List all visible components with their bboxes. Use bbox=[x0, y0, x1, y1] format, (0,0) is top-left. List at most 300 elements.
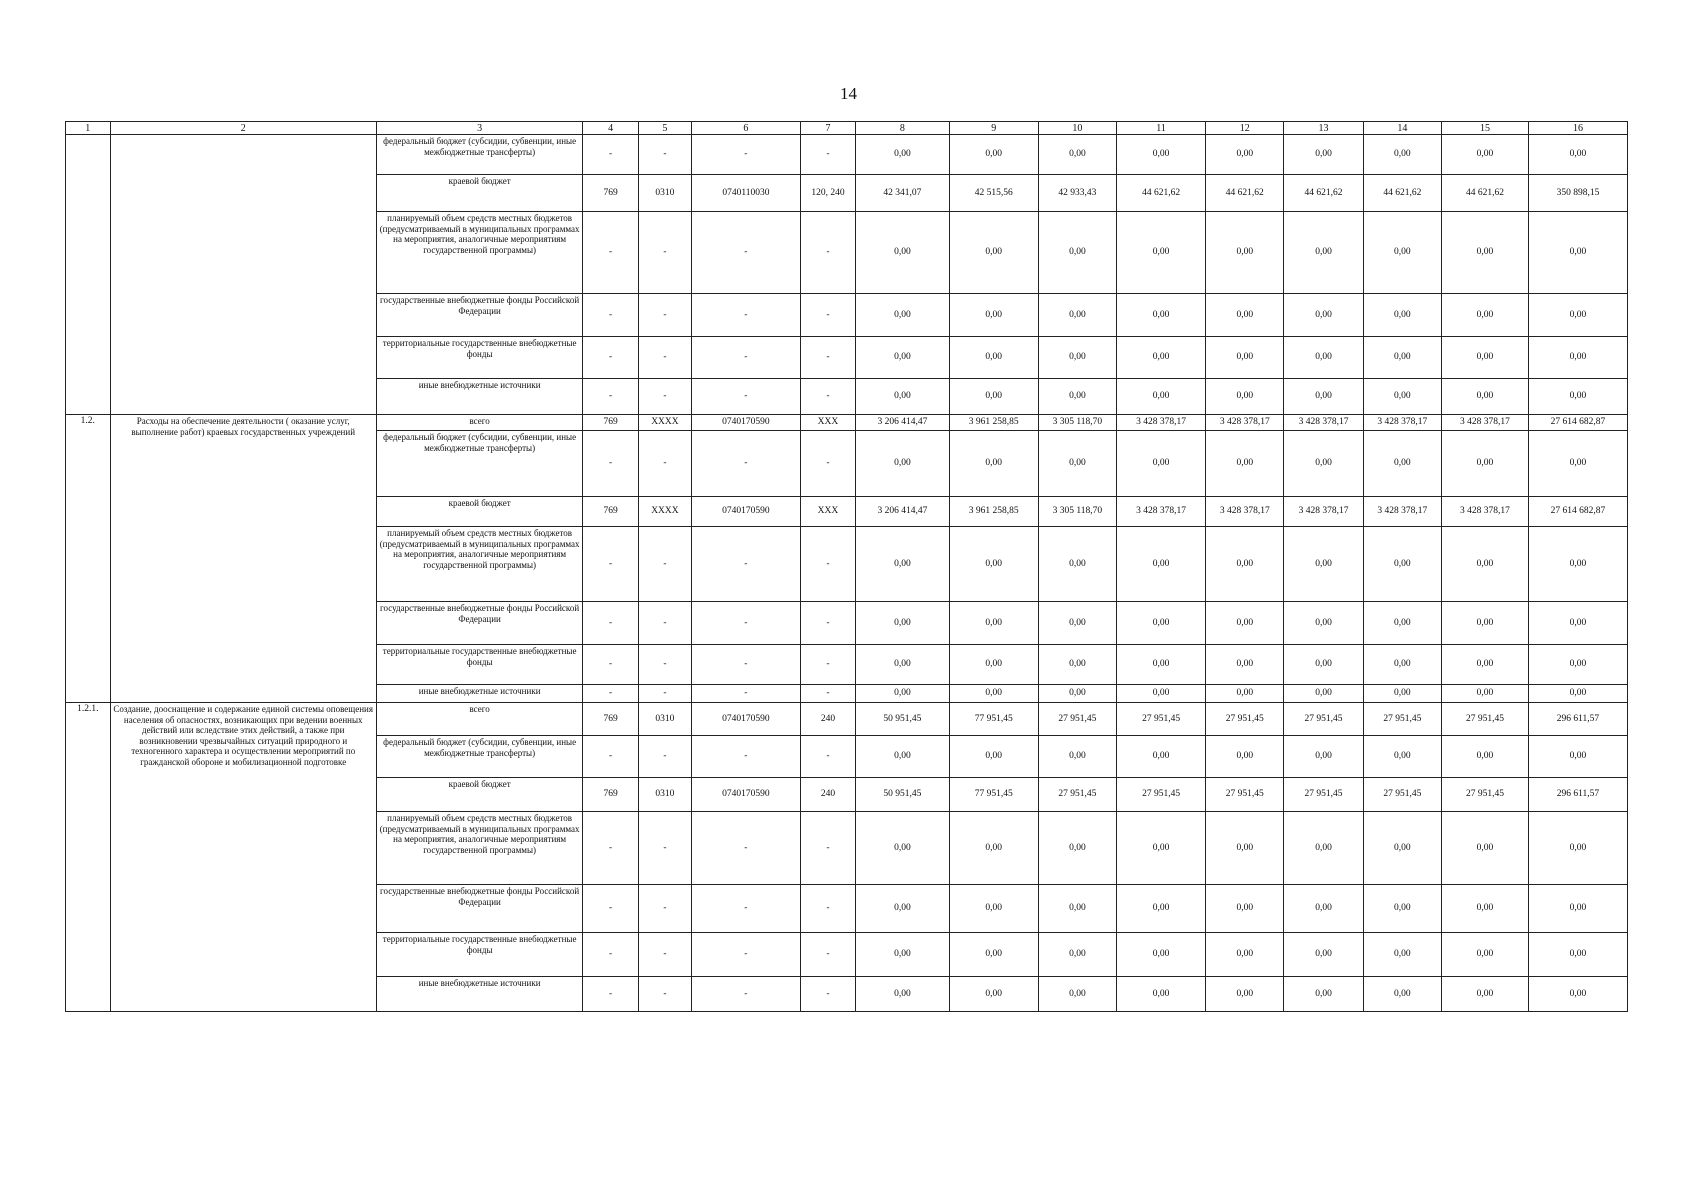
amount-cell: 27 951,45 bbox=[1038, 778, 1116, 812]
amount-cell: 27 951,45 bbox=[1363, 703, 1441, 736]
funding-source: территориальные государственные внебюджетные фонды bbox=[376, 337, 583, 379]
amount-cell: 0,00 bbox=[1117, 379, 1206, 415]
expense-type-code: - bbox=[800, 379, 855, 415]
amount-cell: 27 951,45 bbox=[1284, 703, 1363, 736]
amount-cell: 0,00 bbox=[1117, 736, 1206, 778]
target-article-code: - bbox=[692, 685, 801, 703]
amount-cell: 3 206 414,47 bbox=[856, 415, 949, 431]
target-article-code: - bbox=[692, 337, 801, 379]
amount-cell: 3 428 378,17 bbox=[1117, 497, 1206, 527]
amount-cell: 0,00 bbox=[949, 212, 1038, 294]
amount-cell: 3 428 378,17 bbox=[1284, 497, 1363, 527]
funding-source: краевой бюджет bbox=[376, 778, 583, 812]
amount-cell: 27 951,45 bbox=[1117, 778, 1206, 812]
section-code: - bbox=[638, 736, 691, 778]
amount-cell: 0,00 bbox=[1038, 736, 1116, 778]
admin-code: - bbox=[583, 602, 638, 645]
amount-cell: 0,00 bbox=[1528, 736, 1627, 778]
admin-code: 769 bbox=[583, 175, 638, 212]
expense-type-code: - bbox=[800, 602, 855, 645]
amount-cell: 0,00 bbox=[1206, 812, 1284, 885]
amount-cell: 0,00 bbox=[856, 212, 949, 294]
amount-cell: 0,00 bbox=[856, 135, 949, 175]
amount-cell: 0,00 bbox=[1363, 933, 1441, 977]
expense-type-code: - bbox=[800, 977, 855, 1012]
admin-code: - bbox=[583, 685, 638, 703]
amount-cell: 0,00 bbox=[1284, 645, 1363, 685]
amount-cell: 0,00 bbox=[856, 379, 949, 415]
funding-source: всего bbox=[376, 415, 583, 431]
admin-code: 769 bbox=[583, 497, 638, 527]
funding-source: иные внебюджетные источники bbox=[376, 379, 583, 415]
amount-cell: 0,00 bbox=[1363, 645, 1441, 685]
amount-cell: 42 341,07 bbox=[856, 175, 949, 212]
amount-cell: 296 611,57 bbox=[1528, 778, 1627, 812]
section-number: 1.2. bbox=[66, 415, 111, 703]
funding-source: всего bbox=[376, 703, 583, 736]
amount-cell: 0,00 bbox=[1441, 212, 1528, 294]
column-number: 6 bbox=[692, 122, 801, 135]
target-article-code: - bbox=[692, 812, 801, 885]
amount-cell: 0,00 bbox=[856, 645, 949, 685]
amount-cell: 3 961 258,85 bbox=[949, 415, 1038, 431]
amount-cell: 44 621,62 bbox=[1284, 175, 1363, 212]
section-code: - bbox=[638, 602, 691, 645]
amount-cell: 296 611,57 bbox=[1528, 703, 1627, 736]
budget-table bbox=[65, 121, 1628, 1012]
section-code: - bbox=[638, 212, 691, 294]
amount-cell: 0,00 bbox=[1206, 337, 1284, 379]
amount-cell: 0,00 bbox=[1117, 933, 1206, 977]
section-code: XXXX bbox=[638, 497, 691, 527]
table-row bbox=[66, 703, 1628, 736]
section-name: Создание, дооснащение и содержание единой системы оповещения населения об опасностях, возникающих при ведении военных действий или вследствие этих действий, а также при возникновении чрезвычайных ситуаций природного и техногенного характера и осуществлении мероприятий по гражданской обороне и мобилизационной подготовке bbox=[110, 703, 376, 1012]
expense-type-code: - bbox=[800, 812, 855, 885]
section-code: - bbox=[638, 977, 691, 1012]
admin-code: - bbox=[583, 379, 638, 415]
amount-cell: 3 428 378,17 bbox=[1441, 415, 1528, 431]
amount-cell: 27 951,45 bbox=[1363, 778, 1441, 812]
amount-cell: 0,00 bbox=[1117, 645, 1206, 685]
section-code: - bbox=[638, 645, 691, 685]
admin-code: - bbox=[583, 645, 638, 685]
page-number: 14 bbox=[840, 84, 857, 103]
amount-cell: 0,00 bbox=[1528, 212, 1627, 294]
target-article-code: 0740170590 bbox=[692, 778, 801, 812]
expense-type-code: - bbox=[800, 212, 855, 294]
amount-cell: 0,00 bbox=[949, 685, 1038, 703]
column-number: 9 bbox=[949, 122, 1038, 135]
funding-source: территориальные государственные внебюджетные фонды bbox=[376, 645, 583, 685]
amount-cell: 3 428 378,17 bbox=[1441, 497, 1528, 527]
amount-cell: 0,00 bbox=[1528, 685, 1627, 703]
amount-cell: 0,00 bbox=[1038, 527, 1116, 602]
section-code: - bbox=[638, 337, 691, 379]
target-article-code: - bbox=[692, 645, 801, 685]
amount-cell: 0,00 bbox=[1206, 933, 1284, 977]
amount-cell: 0,00 bbox=[1117, 337, 1206, 379]
admin-code: - bbox=[583, 135, 638, 175]
amount-cell: 0,00 bbox=[856, 337, 949, 379]
amount-cell: 44 621,62 bbox=[1206, 175, 1284, 212]
column-number: 3 bbox=[376, 122, 583, 135]
admin-code: 769 bbox=[583, 778, 638, 812]
admin-code: 769 bbox=[583, 703, 638, 736]
amount-cell: 0,00 bbox=[1441, 294, 1528, 337]
section-name bbox=[110, 135, 376, 415]
column-number: 16 bbox=[1528, 122, 1627, 135]
amount-cell: 350 898,15 bbox=[1528, 175, 1627, 212]
target-article-code: - bbox=[692, 379, 801, 415]
amount-cell: 27 951,45 bbox=[1206, 778, 1284, 812]
funding-source: территориальные государственные внебюджетные фонды bbox=[376, 933, 583, 977]
amount-cell: 0,00 bbox=[1528, 431, 1627, 497]
target-article-code: 0740170590 bbox=[692, 415, 801, 431]
amount-cell: 50 951,45 bbox=[856, 778, 949, 812]
amount-cell: 3 961 258,85 bbox=[949, 497, 1038, 527]
column-number: 8 bbox=[856, 122, 949, 135]
expense-type-code: 240 bbox=[800, 703, 855, 736]
amount-cell: 3 428 378,17 bbox=[1117, 415, 1206, 431]
amount-cell: 0,00 bbox=[1528, 379, 1627, 415]
amount-cell: 0,00 bbox=[1284, 685, 1363, 703]
amount-cell: 0,00 bbox=[1284, 294, 1363, 337]
amount-cell: 0,00 bbox=[1441, 736, 1528, 778]
amount-cell: 0,00 bbox=[1206, 885, 1284, 933]
funding-source: федеральный бюджет (субсидии, субвенции, иные межбюджетные трансферты) bbox=[376, 736, 583, 778]
section-code: XXXX bbox=[638, 415, 691, 431]
column-number: 7 bbox=[800, 122, 855, 135]
expense-type-code: 120, 240 bbox=[800, 175, 855, 212]
column-number: 10 bbox=[1038, 122, 1116, 135]
amount-cell: 77 951,45 bbox=[949, 778, 1038, 812]
amount-cell: 0,00 bbox=[949, 379, 1038, 415]
amount-cell: 0,00 bbox=[1441, 602, 1528, 645]
amount-cell: 0,00 bbox=[949, 135, 1038, 175]
column-number: 5 bbox=[638, 122, 691, 135]
amount-cell: 0,00 bbox=[1528, 337, 1627, 379]
section-code: - bbox=[638, 685, 691, 703]
target-article-code: - bbox=[692, 294, 801, 337]
section-code: - bbox=[638, 135, 691, 175]
amount-cell: 0,00 bbox=[1284, 337, 1363, 379]
amount-cell: 0,00 bbox=[1117, 431, 1206, 497]
amount-cell: 0,00 bbox=[1441, 933, 1528, 977]
amount-cell: 27 951,45 bbox=[1206, 703, 1284, 736]
amount-cell: 0,00 bbox=[1117, 294, 1206, 337]
target-article-code: - bbox=[692, 135, 801, 175]
amount-cell: 0,00 bbox=[1206, 685, 1284, 703]
amount-cell: 77 951,45 bbox=[949, 703, 1038, 736]
amount-cell: 0,00 bbox=[1441, 685, 1528, 703]
amount-cell: 0,00 bbox=[1528, 933, 1627, 977]
amount-cell: 0,00 bbox=[1528, 812, 1627, 885]
amount-cell: 0,00 bbox=[856, 885, 949, 933]
funding-source: планируемый объем средств местных бюджетов (предусматриваемый в муниципальных программах на мероприятия, аналогичные мероприятиям государственной программы) bbox=[376, 527, 583, 602]
amount-cell: 27 951,45 bbox=[1441, 703, 1528, 736]
target-article-code: - bbox=[692, 977, 801, 1012]
amount-cell: 0,00 bbox=[1117, 602, 1206, 645]
amount-cell: 0,00 bbox=[1038, 379, 1116, 415]
amount-cell: 0,00 bbox=[1284, 527, 1363, 602]
amount-cell: 0,00 bbox=[1284, 736, 1363, 778]
amount-cell: 0,00 bbox=[1206, 212, 1284, 294]
amount-cell: 0,00 bbox=[1441, 379, 1528, 415]
amount-cell: 0,00 bbox=[1363, 135, 1441, 175]
admin-code: - bbox=[583, 977, 638, 1012]
amount-cell: 42 933,43 bbox=[1038, 175, 1116, 212]
amount-cell: 0,00 bbox=[1363, 685, 1441, 703]
amount-cell: 44 621,62 bbox=[1363, 175, 1441, 212]
admin-code: - bbox=[583, 933, 638, 977]
column-number: 11 bbox=[1117, 122, 1206, 135]
amount-cell: 0,00 bbox=[1441, 135, 1528, 175]
amount-cell: 27 614 682,87 bbox=[1528, 497, 1627, 527]
target-article-code: - bbox=[692, 431, 801, 497]
table-body bbox=[66, 122, 1628, 1012]
section-number bbox=[66, 135, 111, 415]
amount-cell: 0,00 bbox=[1038, 885, 1116, 933]
amount-cell: 27 951,45 bbox=[1117, 703, 1206, 736]
amount-cell: 0,00 bbox=[1117, 135, 1206, 175]
amount-cell: 0,00 bbox=[1528, 885, 1627, 933]
amount-cell: 0,00 bbox=[1117, 812, 1206, 885]
amount-cell: 0,00 bbox=[1038, 431, 1116, 497]
amount-cell: 0,00 bbox=[856, 933, 949, 977]
amount-cell: 0,00 bbox=[1441, 431, 1528, 497]
funding-source: государственные внебюджетные фонды Российской Федерации bbox=[376, 885, 583, 933]
amount-cell: 0,00 bbox=[1528, 977, 1627, 1012]
admin-code: - bbox=[583, 812, 638, 885]
amount-cell: 0,00 bbox=[856, 812, 949, 885]
admin-code: - bbox=[583, 527, 638, 602]
amount-cell: 0,00 bbox=[1441, 645, 1528, 685]
target-article-code: 0740170590 bbox=[692, 497, 801, 527]
admin-code: - bbox=[583, 337, 638, 379]
amount-cell: 0,00 bbox=[1284, 812, 1363, 885]
section-code: - bbox=[638, 379, 691, 415]
amount-cell: 3 305 118,70 bbox=[1038, 497, 1116, 527]
amount-cell: 0,00 bbox=[1441, 977, 1528, 1012]
amount-cell: 0,00 bbox=[1284, 431, 1363, 497]
amount-cell: 3 428 378,17 bbox=[1206, 497, 1284, 527]
amount-cell: 0,00 bbox=[1206, 294, 1284, 337]
column-number: 14 bbox=[1363, 122, 1441, 135]
amount-cell: 0,00 bbox=[1206, 135, 1284, 175]
amount-cell: 0,00 bbox=[1038, 337, 1116, 379]
amount-cell: 0,00 bbox=[1528, 602, 1627, 645]
target-article-code: - bbox=[692, 527, 801, 602]
amount-cell: 27 951,45 bbox=[1038, 703, 1116, 736]
amount-cell: 0,00 bbox=[1206, 527, 1284, 602]
amount-cell: 0,00 bbox=[1038, 645, 1116, 685]
column-number: 15 bbox=[1441, 122, 1528, 135]
amount-cell: 3 428 378,17 bbox=[1363, 497, 1441, 527]
target-article-code: - bbox=[692, 885, 801, 933]
amount-cell: 0,00 bbox=[1363, 294, 1441, 337]
section-code: - bbox=[638, 527, 691, 602]
funding-source: государственные внебюджетные фонды Российской Федерации bbox=[376, 602, 583, 645]
expense-type-code: XXX bbox=[800, 497, 855, 527]
section-code: 0310 bbox=[638, 175, 691, 212]
admin-code: - bbox=[583, 885, 638, 933]
expense-type-code: - bbox=[800, 135, 855, 175]
amount-cell: 0,00 bbox=[1117, 685, 1206, 703]
amount-cell: 0,00 bbox=[1038, 933, 1116, 977]
funding-source: планируемый объем средств местных бюджетов (предусматриваемый в муниципальных программах на мероприятия, аналогичные мероприятиям государственной программы) bbox=[376, 212, 583, 294]
section-code: - bbox=[638, 812, 691, 885]
amount-cell: 0,00 bbox=[1528, 135, 1627, 175]
funding-source: иные внебюджетные источники bbox=[376, 685, 583, 703]
amount-cell: 44 621,62 bbox=[1117, 175, 1206, 212]
amount-cell: 0,00 bbox=[1284, 602, 1363, 645]
amount-cell: 0,00 bbox=[1363, 812, 1441, 885]
amount-cell: 27 614 682,87 bbox=[1528, 415, 1627, 431]
amount-cell: 0,00 bbox=[949, 885, 1038, 933]
target-article-code: - bbox=[692, 736, 801, 778]
amount-cell: 0,00 bbox=[1206, 645, 1284, 685]
amount-cell: 0,00 bbox=[1441, 812, 1528, 885]
amount-cell: 0,00 bbox=[1117, 885, 1206, 933]
amount-cell: 0,00 bbox=[1363, 885, 1441, 933]
column-number: 1 bbox=[66, 122, 111, 135]
amount-cell: 0,00 bbox=[856, 685, 949, 703]
amount-cell: 0,00 bbox=[949, 736, 1038, 778]
amount-cell: 0,00 bbox=[1206, 736, 1284, 778]
target-article-code: - bbox=[692, 933, 801, 977]
amount-cell: 0,00 bbox=[1363, 379, 1441, 415]
amount-cell: 3 428 378,17 bbox=[1284, 415, 1363, 431]
section-name: Расходы на обеспечение деятельности ( оказание услуг, выполнение работ) краевых государственных учреждений bbox=[110, 415, 376, 703]
amount-cell: 0,00 bbox=[1038, 602, 1116, 645]
amount-cell: 0,00 bbox=[949, 337, 1038, 379]
amount-cell: 0,00 bbox=[1528, 527, 1627, 602]
amount-cell: 0,00 bbox=[1038, 685, 1116, 703]
amount-cell: 44 621,62 bbox=[1441, 175, 1528, 212]
amount-cell: 0,00 bbox=[1117, 977, 1206, 1012]
expense-type-code: - bbox=[800, 527, 855, 602]
amount-cell: 0,00 bbox=[949, 527, 1038, 602]
amount-cell: 0,00 bbox=[856, 431, 949, 497]
amount-cell: 0,00 bbox=[1363, 212, 1441, 294]
amount-cell: 50 951,45 bbox=[856, 703, 949, 736]
amount-cell: 0,00 bbox=[949, 933, 1038, 977]
admin-code: - bbox=[583, 294, 638, 337]
target-article-code: 0740170590 bbox=[692, 703, 801, 736]
expense-type-code: - bbox=[800, 294, 855, 337]
amount-cell: 27 951,45 bbox=[1441, 778, 1528, 812]
amount-cell: 0,00 bbox=[1363, 337, 1441, 379]
amount-cell: 3 305 118,70 bbox=[1038, 415, 1116, 431]
amount-cell: 0,00 bbox=[1441, 885, 1528, 933]
amount-cell: 0,00 bbox=[1117, 212, 1206, 294]
amount-cell: 0,00 bbox=[856, 294, 949, 337]
amount-cell: 0,00 bbox=[1117, 527, 1206, 602]
amount-cell: 0,00 bbox=[949, 431, 1038, 497]
column-number: 13 bbox=[1284, 122, 1363, 135]
amount-cell: 3 428 378,17 bbox=[1363, 415, 1441, 431]
funding-source: краевой бюджет bbox=[376, 497, 583, 527]
amount-cell: 0,00 bbox=[1206, 602, 1284, 645]
table-row bbox=[66, 415, 1628, 431]
section-code: - bbox=[638, 933, 691, 977]
amount-cell: 0,00 bbox=[1363, 736, 1441, 778]
column-number: 12 bbox=[1206, 122, 1284, 135]
amount-cell: 0,00 bbox=[1284, 977, 1363, 1012]
target-article-code: - bbox=[692, 602, 801, 645]
amount-cell: 0,00 bbox=[1363, 527, 1441, 602]
amount-cell: 0,00 bbox=[1363, 977, 1441, 1012]
amount-cell: 0,00 bbox=[1284, 933, 1363, 977]
amount-cell: 0,00 bbox=[1038, 294, 1116, 337]
amount-cell: 0,00 bbox=[1038, 977, 1116, 1012]
target-article-code: 0740110030 bbox=[692, 175, 801, 212]
amount-cell: 0,00 bbox=[1284, 885, 1363, 933]
amount-cell: 42 515,56 bbox=[949, 175, 1038, 212]
amount-cell: 0,00 bbox=[1284, 379, 1363, 415]
amount-cell: 0,00 bbox=[1441, 337, 1528, 379]
expense-type-code: - bbox=[800, 337, 855, 379]
amount-cell: 0,00 bbox=[949, 977, 1038, 1012]
admin-code: - bbox=[583, 736, 638, 778]
funding-source: планируемый объем средств местных бюджетов (предусматриваемый в муниципальных программах на мероприятия, аналогичные мероприятиям государственной программы) bbox=[376, 812, 583, 885]
section-code: 0310 bbox=[638, 703, 691, 736]
amount-cell: 0,00 bbox=[1206, 431, 1284, 497]
amount-cell: 0,00 bbox=[1441, 527, 1528, 602]
expense-type-code: - bbox=[800, 885, 855, 933]
amount-cell: 0,00 bbox=[949, 812, 1038, 885]
amount-cell: 0,00 bbox=[1206, 379, 1284, 415]
column-number: 4 bbox=[583, 122, 638, 135]
section-code: 0310 bbox=[638, 778, 691, 812]
amount-cell: 0,00 bbox=[949, 645, 1038, 685]
column-number: 2 bbox=[110, 122, 376, 135]
amount-cell: 3 206 414,47 bbox=[856, 497, 949, 527]
admin-code: - bbox=[583, 431, 638, 497]
amount-cell: 0,00 bbox=[856, 736, 949, 778]
admin-code: 769 bbox=[583, 415, 638, 431]
funding-source: краевой бюджет bbox=[376, 175, 583, 212]
funding-source: федеральный бюджет (субсидии, субвенции, иные межбюджетные трансферты) bbox=[376, 431, 583, 497]
funding-source: иные внебюджетные источники bbox=[376, 977, 583, 1012]
amount-cell: 0,00 bbox=[1038, 135, 1116, 175]
amount-cell: 0,00 bbox=[1038, 812, 1116, 885]
amount-cell: 0,00 bbox=[1038, 212, 1116, 294]
amount-cell: 0,00 bbox=[949, 602, 1038, 645]
section-code: - bbox=[638, 294, 691, 337]
amount-cell: 0,00 bbox=[1528, 294, 1627, 337]
expense-type-code: - bbox=[800, 685, 855, 703]
expense-type-code: 240 bbox=[800, 778, 855, 812]
funding-source: федеральный бюджет (субсидии, субвенции, иные межбюджетные трансферты) bbox=[376, 135, 583, 175]
section-code: - bbox=[638, 885, 691, 933]
amount-cell: 0,00 bbox=[1206, 977, 1284, 1012]
funding-source: государственные внебюджетные фонды Российской Федерации bbox=[376, 294, 583, 337]
amount-cell: 27 951,45 bbox=[1284, 778, 1363, 812]
amount-cell: 0,00 bbox=[949, 294, 1038, 337]
expense-type-code: - bbox=[800, 645, 855, 685]
target-article-code: - bbox=[692, 212, 801, 294]
amount-cell: 0,00 bbox=[1284, 135, 1363, 175]
section-code: - bbox=[638, 431, 691, 497]
amount-cell: 0,00 bbox=[856, 977, 949, 1012]
table-row bbox=[66, 135, 1628, 175]
amount-cell: 0,00 bbox=[1363, 602, 1441, 645]
amount-cell: 0,00 bbox=[1284, 212, 1363, 294]
expense-type-code: - bbox=[800, 736, 855, 778]
amount-cell: 0,00 bbox=[856, 527, 949, 602]
admin-code: - bbox=[583, 212, 638, 294]
